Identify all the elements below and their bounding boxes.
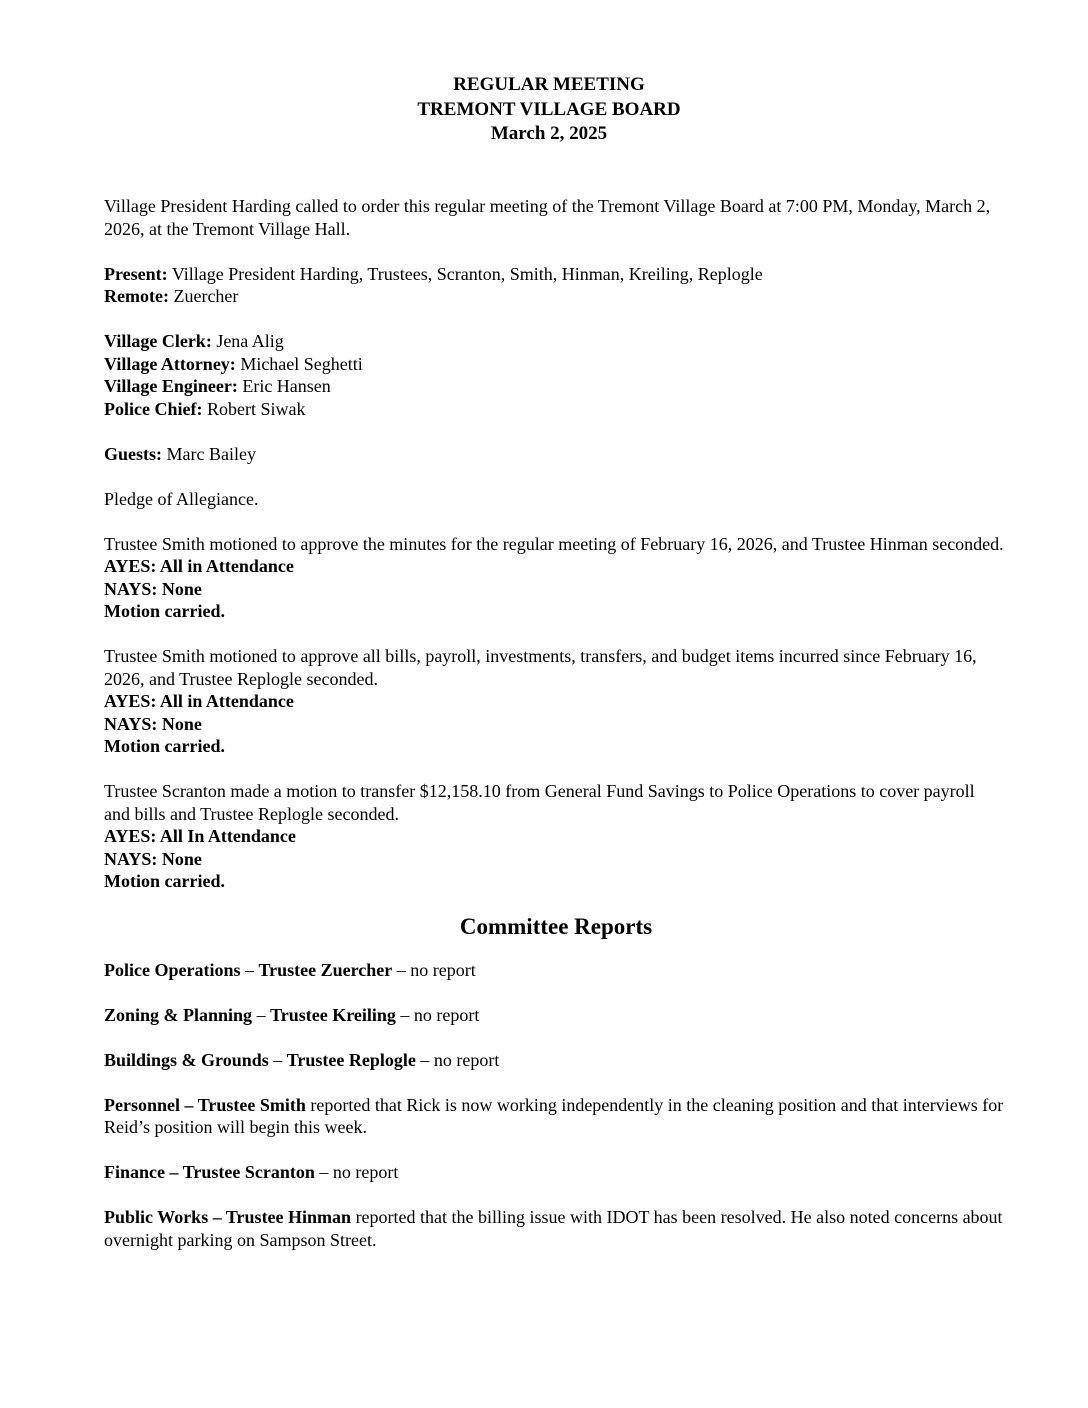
police-chief-value: Robert Siwak: [202, 398, 306, 419]
remote-line: [104, 285, 1004, 308]
committee-report: [104, 1004, 1004, 1027]
motion-ayes: AYES: All In Attendance: [104, 826, 296, 846]
committee-name: Finance: [104, 1162, 165, 1182]
present-label: Present:: [104, 263, 168, 284]
header-meeting-type: REGULAR MEETING: [453, 74, 645, 95]
committee-trustee: Trustee Smith: [197, 1094, 306, 1115]
motion-nays: NAYS: None: [104, 713, 202, 734]
committee-trustee: Trustee Hinman: [225, 1207, 352, 1227]
engineer-label: Village Engineer:: [104, 376, 238, 396]
motion-ayes: AYES: All in Attendance: [104, 556, 294, 576]
motion-result: Motion carried.: [104, 736, 225, 756]
committee-name: Buildings & Grounds: [104, 1049, 269, 1070]
police-chief-label: Police Chief:: [104, 398, 203, 419]
committee-report: [104, 1094, 1004, 1139]
motion-result: Motion carried.: [104, 601, 225, 621]
committee-name: Personnel: [104, 1094, 180, 1115]
committee-trustee: Trustee Kreiling: [270, 1004, 396, 1025]
clerk-value: Jena Alig: [211, 331, 284, 351]
guests-label: Guests:: [104, 443, 162, 464]
clerk-label: Village Clerk:: [104, 331, 212, 351]
committee-report: [104, 1206, 1004, 1251]
committee-separator: –: [180, 1094, 198, 1115]
committee-report: [104, 1049, 1004, 1072]
committee-report-text: reported that Rick is now working independently in the cleaning position and that interviews for Reid’s position will begin this week.: [104, 1094, 1004, 1137]
remote-label: Remote:: [104, 286, 169, 306]
committee-separator: –: [165, 1162, 183, 1182]
document-body: [104, 195, 1004, 1251]
committee-separator: –: [240, 959, 259, 980]
police-chief-line: [104, 398, 1004, 421]
guests-line: [104, 443, 1004, 466]
motion-nays: NAYS: None: [104, 578, 202, 599]
committee-report: [104, 959, 1004, 982]
attorney-value: Michael Seghetti: [235, 353, 363, 374]
intro-paragraph: Village President Harding called to order this regular meeting of the Tremont Village Board at 7:00 PM, Monday, March 2, 2026, at the Tremont Village Hall.: [104, 196, 991, 239]
guests-value: Marc Bailey: [162, 443, 256, 464]
pledge-line: Pledge of Allegiance.: [104, 488, 259, 509]
engineer-value: Eric Hansen: [237, 376, 331, 396]
document-header: [0, 73, 1088, 147]
motion-nays: NAYS: None: [104, 848, 202, 869]
motion-ayes: AYES: All in Attendance: [104, 691, 294, 711]
committee-trustee: Trustee Zuercher: [258, 959, 393, 980]
engineer-line: [104, 375, 1004, 398]
present-value: Village President Harding, Trustees, Scranton, Smith, Hinman, Kreiling, Replogle: [167, 263, 763, 284]
committee-separator: –: [208, 1207, 226, 1227]
committee-trustee: Trustee Scranton: [182, 1162, 315, 1182]
remote-value: Zuercher: [168, 286, 239, 306]
committee-separator: –: [252, 1004, 271, 1025]
motion-result: Motion carried.: [104, 871, 225, 891]
committee-trustee: Trustee Replogle: [286, 1049, 416, 1070]
motion-text: Trustee Smith motioned to approve all bills, payroll, investments, transfers, and budget items incurred since February 16, 2026, and Trustee Replogle seconded.: [104, 646, 977, 689]
committee-report-text: – no report: [314, 1162, 399, 1182]
committee-report-text: – no report: [395, 1004, 480, 1025]
present-line: [104, 263, 1004, 286]
committee-report-text: – no report: [415, 1049, 500, 1070]
motion-text: Trustee Smith motioned to approve the minutes for the regular meeting of February 16, 2026, and Trustee Hinman seconded.: [104, 533, 1004, 554]
header-date: March 2, 2025: [490, 123, 608, 144]
committee-report: [104, 1161, 1004, 1184]
committee-report-text: – no report: [392, 959, 476, 980]
committee-name: Police Operations: [104, 959, 241, 980]
committee-reports-heading: Committee Reports: [459, 913, 653, 939]
clerk-line: [104, 330, 1004, 353]
motion-text: Trustee Scranton made a motion to transfer $12,158.10 from General Fund Savings to Police Operations to cover payroll and bills and Trustee Replogle seconded.: [104, 781, 975, 824]
committee-report-text: reported that the billing issue with IDOT has been resolved. He also noted concerns about overnight parking on Sampson Street.: [104, 1207, 1003, 1250]
header-board-name: TREMONT VILLAGE BOARD: [417, 98, 681, 120]
committee-name: Public Works: [104, 1207, 209, 1227]
attorney-label: Village Attorney:: [104, 353, 236, 374]
committee-separator: –: [268, 1049, 287, 1070]
committee-name: Zoning & Planning: [104, 1004, 253, 1025]
attorney-line: [104, 353, 1004, 376]
